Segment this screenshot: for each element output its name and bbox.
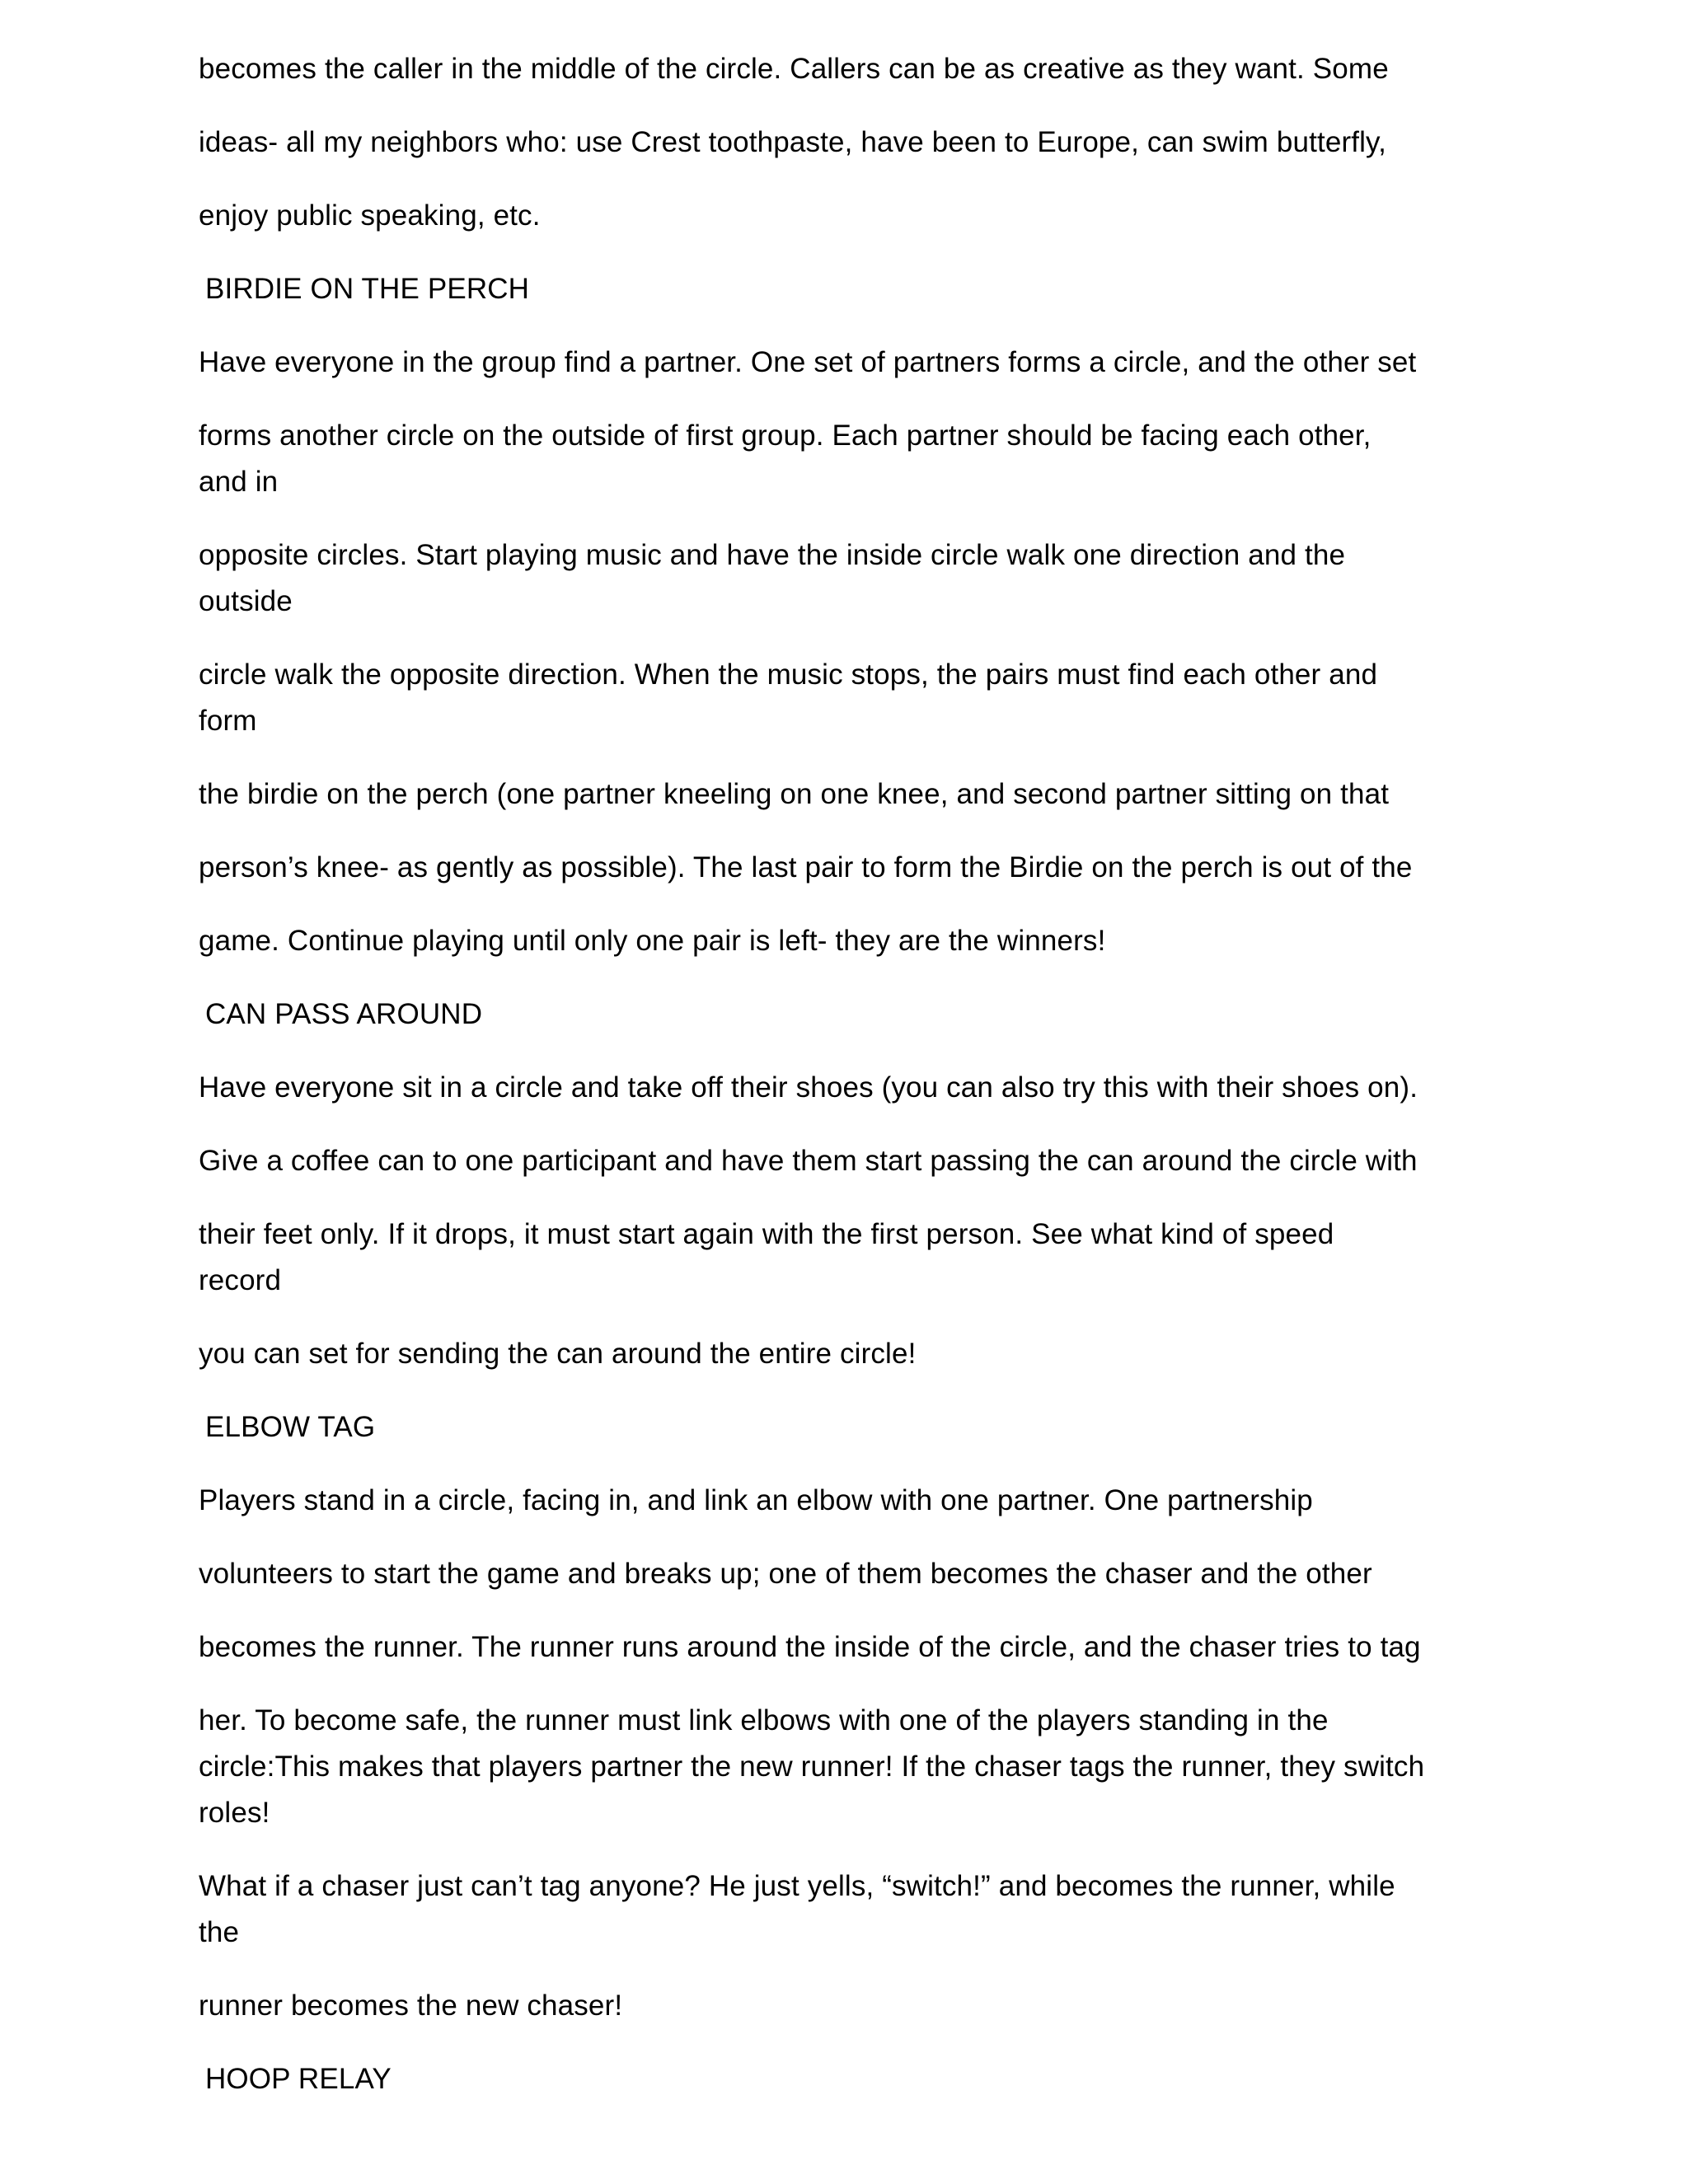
section-heading-can-pass-around: CAN PASS AROUND — [205, 998, 483, 1030]
paragraph-line: becomes the caller in the middle of the circle. Callers can be as creative as they want. Some — [199, 53, 1389, 85]
paragraph-line: and in — [199, 466, 279, 498]
paragraph-line: circle:This makes that players partner the new runner! If the chaser tags the runner, they switch — [199, 1750, 1425, 1783]
section-heading-birdie-on-the-perch: BIRDIE ON THE PERCH — [205, 273, 530, 305]
paragraph-line: game. Continue playing until only one pair is left- they are the winners! — [199, 925, 1106, 957]
paragraph-line: the birdie on the perch (one partner kneeling on one knee, and second partner sitting on that — [199, 778, 1390, 810]
paragraph-line: volunteers to start the game and breaks up; one of them becomes the chaser and the other — [199, 1558, 1372, 1590]
paragraph-line: runner becomes the new chaser! — [199, 1990, 623, 2022]
paragraph-line: Have everyone sit in a circle and take off their shoes (you can also try this with their shoes on). — [199, 1071, 1418, 1104]
section-heading-elbow-tag: ELBOW TAG — [205, 1411, 376, 1443]
paragraph-line: record — [199, 1264, 282, 1296]
paragraph-line: outside — [199, 585, 293, 617]
paragraph-line: her. To become safe, the runner must link elbows with one of the players standing in the — [199, 1704, 1329, 1736]
paragraph-line: form — [199, 705, 257, 737]
paragraph-line: opposite circles. Start playing music and have the inside circle walk one direction and the — [199, 539, 1346, 571]
paragraph-line: enjoy public speaking, etc. — [199, 199, 541, 232]
paragraph-line: person’s knee- as gently as possible). The last pair to form the Birdie on the perch is out of the — [199, 851, 1413, 883]
paragraph-line: Give a coffee can to one participant and have them start passing the can around the circle with — [199, 1145, 1418, 1177]
paragraph-line: Players stand in a circle, facing in, and link an elbow with one partner. One partnership — [199, 1484, 1313, 1516]
paragraph-line: becomes the runner. The runner runs around the inside of the circle, and the chaser tries to tag — [199, 1631, 1421, 1663]
paragraph-line: you can set for sending the can around the entire circle! — [199, 1338, 917, 1370]
paragraph-line: their feet only. If it drops, it must start again with the first person. See what kind of speed — [199, 1218, 1334, 1250]
paragraph-line: the — [199, 1916, 240, 1948]
paragraph-line: ideas- all my neighbors who: use Crest toothpaste, have been to Europe, can swim butterfly, — [199, 126, 1386, 158]
section-heading-hoop-relay: HOOP RELAY — [205, 2063, 392, 2095]
paragraph-line: Have everyone in the group find a partner. One set of partners forms a circle, and the other set — [199, 346, 1417, 378]
paragraph-line: roles! — [199, 1797, 270, 1829]
paragraph-line: What if a chaser just can’t tag anyone? He just yells, “switch!” and becomes the runner, while — [199, 1870, 1395, 1902]
paragraph-line: circle walk the opposite direction. When the music stops, the pairs must find each other and — [199, 658, 1378, 691]
paragraph-line: forms another circle on the outside of first group. Each partner should be facing each other, — [199, 419, 1372, 452]
